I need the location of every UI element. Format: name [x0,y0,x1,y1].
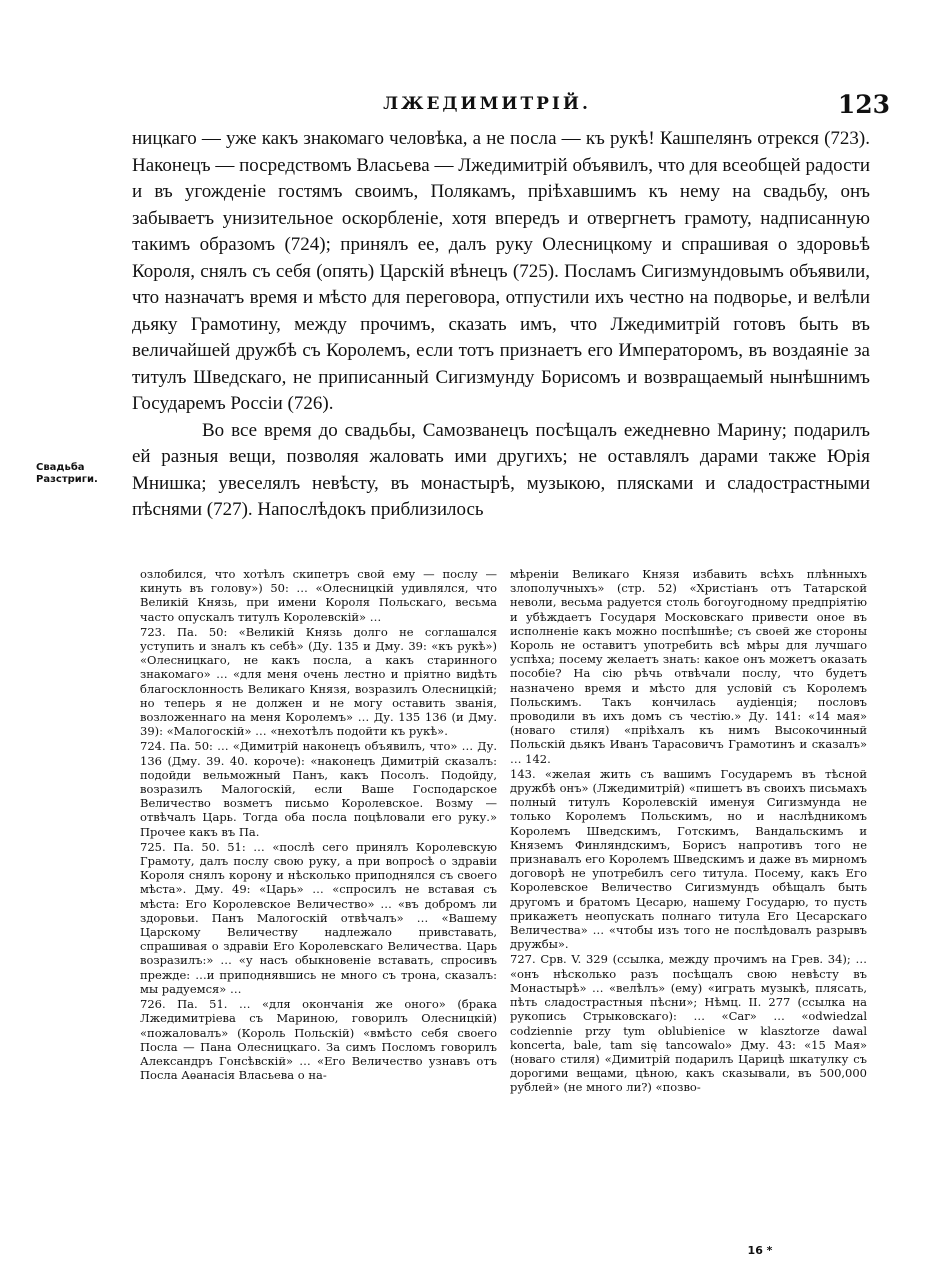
footnote: озлобился, что хотѣлъ скипетръ свой ему — послу — кинуть въ голову») 50: … «Олесницкій удивлялся, что Великій Князь, при имени Короля Польскаго, весьма часто опускалъ титулъ Королевскій» … [140,567,497,624]
footnote: 723. Па. 50: «Великій Князь долго не соглашался уступить и зналъ къ себѣ» (Ду. 135 и Дму. 39: «къ рукѣ») «Олесницкаго, не какъ посла, а какъ старинного знакомаго» … «для меня очень лестно и пріятно видѣть благосклонность Великаго Князя, возразилъ Олесницкій; но теперь я не должен и не могу оставить званія, возложеннаго на меня Королемъ» … Ду. 135 136 (и Дму. 39): «Малогоскій» … «нехотѣлъ подойти къ рукѣ». [140,624,497,739]
footnote: 725. Па. 50. 51: … «послѣ сего принялъ Королевскую Грамоту, далъ послу свою руку, а при вопросѣ о здравіи Короля снялъ корону и нѣсколько приподнялся съ своего мѣста». Дму. 49: «Царь» … «спросилъ не вставая съ мѣста: Его Королевское Величество» … «въ добромъ ли здоровьи. Панъ Малогоскій отвѣчалъ» … «Вашему Царскому Величеству надлежало привставать, спрашивая о здравіи Его Королевскаго Величества. Царь возразилъ:» … «у насъ обыкновеніе вставать, спросивъ прежде: …и приподнявшись не много съ трона, сказалъ: мы радуемся» … [140,839,497,996]
footnote-separator [132,562,870,563]
footnote: мѣреніи Великаго Князя избавить всѣхъ плѣнныхъ злополучныхъ» (стр. 52) «Христіанъ отъ Татарской неволи, весьма радуется столь богоугодному предпріятію и убѣждаетъ Государя Московскаго привести оное въ исполненіе какъ можно поспѣшнѣе; съ своей же стороны Король не оставитъ употребить всѣ мѣры для лучшаго успѣха; посему желаетъ знать: какое онъ можетъ оказать пособіе? На сію рѣчь отвѣчали послу, что будетъ назначено время и мѣсто для условій съ Королемъ Польскимъ. Такъ кончилась аудіенція; пословъ проводили въ ихъ домъ съ честію.» Ду. 141: «14 мая» (новаго стиля) «пріѣхалъ къ нимъ Высокочинный Польскій дьякъ Иванъ Тарасовичъ Грамотинъ и сказалъ» … 142. [510,567,867,766]
footnotes-left-column [140,567,497,1083]
body-paragraph: Во все время до свадьбы, Самозванецъ посѣщалъ ежедневно Марину; подарилъ ей разныя вещи, позволяя жаловать ими другихъ; не оставлялъ дарами также Юрія Мнишка; увеселялъ невѣсту, въ монастырѣ, музыкою, плясками и сладострастными пѣснями (727). Напослѣдокъ приблизилось [132,419,870,520]
main-body-text [132,126,870,524]
page-number: 123 [837,90,890,119]
footnote: 727. Срв. V. 329 (ссылка, между прочимъ на Грев. 34); … «онъ нѣсколько разъ посѣщалъ свою невѣсту въ Монастырѣ» … «велѣлъ» (ему) «играть музыкѣ, плясать, пѣть сладострастныя пѣсни»; Нѣмц. II. 277 (ссылка на рукопись Стрыковскаго): … «Car» … «odwiedzal codziennie przy tym oblubienice w klasztorze dawal koncerta, bale, tam się tancowalo» Дму. 43: «15 Мая» (новаго стиля) «Димитрій подарилъ Царицѣ шкатулку съ дорогими вещами, цѣною, какъ сказывали, въ 500,000 рублей» (не много ли?) «позво- [510,952,867,1095]
margin-note: Свадьба Разстриги. [36,462,98,485]
footnotes-right-column [510,567,867,1096]
running-header-title: ЛЖЕДИМИТРІЙ. [383,94,591,114]
body-paragraph: ницкаго — уже какъ знакомаго человѣка, а не посла — къ рукѣ! Кашпелянъ отрекся (723). Наконецъ — посредствомъ Власьева — Лжедимитрій объявилъ, что для всеобщей радости и въ угожденіе гостямъ своимъ, Полякамъ, пріѣхавшимъ къ нему на свадьбу, онъ забываетъ унизительное оскорбленіе, хотя впередъ и отвергнетъ грамоту, надписанную такимъ образомъ (724); принялъ ее, далъ руку Олесницкому и спрашивая о здоровьѣ Короля, снялъ съ себя (опять) Царскій вѣнецъ (725). Посламъ Сигизмундовымъ объявили, что назначатъ время и мѣсто для переговора, отпустили ихъ честно на подворье, и велѣли дьяку Грамотину, между прочимъ, сказать имъ, что Лжедимитрій готовъ быть въ величайшей дружбѣ съ Королемъ, если тотъ признаетъ его Императоромъ, въ воздаяніе за титулъ Шведскаго, не приписанный Сигизмунду Борисомъ и возвращаемый нынѣшнимъ Государемъ Россіи (726). [132,128,870,414]
footnote: 726. Па. 51. … «для окончанія же оного» (брака Лжедимитріева съ Мариною, говорилъ Олесницкій) «пожаловалъ» (Король Польскій) «вмѣсто себя своего Посла — Пана Олесницкаго. За симъ Посломъ говорилъ Александръ Гонсѣвскій» … «Его Величество узнавъ отъ Посла Аѳанасія Власьева о на- [140,997,497,1083]
footnote: 143. «желая жить съ вашимъ Государемъ въ тѣсной дружбѣ онъ» (Лжедимитрій) «пишетъ въ своихъ письмахъ полный титулъ Королевскій именуя Сигизмунда не только Королемъ Польскимъ, но и наслѣдникомъ Королемъ Шведскимъ, Готскимъ, Вандальскимъ и Княземъ Финляндскимъ, Борисъ напротивъ того не признавалъ его Королемъ Шведскимъ и даже въ мирномъ договорѣ не употребилъ сего титула. Посему, какъ Его Королевское Величество Сигизмундъ обѣщалъ быть другомъ и братомъ Цесарю, нашему Государю, то пусть прикажетъ неопускать полнаго титула Его Цесарскаго Величества» … «чтобы изъ того не послѣдовалъ разрывъ дружбы». [510,766,867,952]
footnote: 724. Па. 50: … «Димитрій наконецъ объявилъ, что» … Ду. 136 (Дму. 39. 40. короче): «наконецъ Димитрій сказалъ: подойди вельможный Панъ, какъ Посолъ. Подойду, возразилъ Малогоскій, если Ваше Господарское Величество возметъ письмо Королевское. Возму — отвѣчалъ Царь. Тогда оба посла поцѣловали его руку.» Прочее какъ въ Па. [140,739,497,839]
signature-mark: 16 * [747,1244,773,1257]
